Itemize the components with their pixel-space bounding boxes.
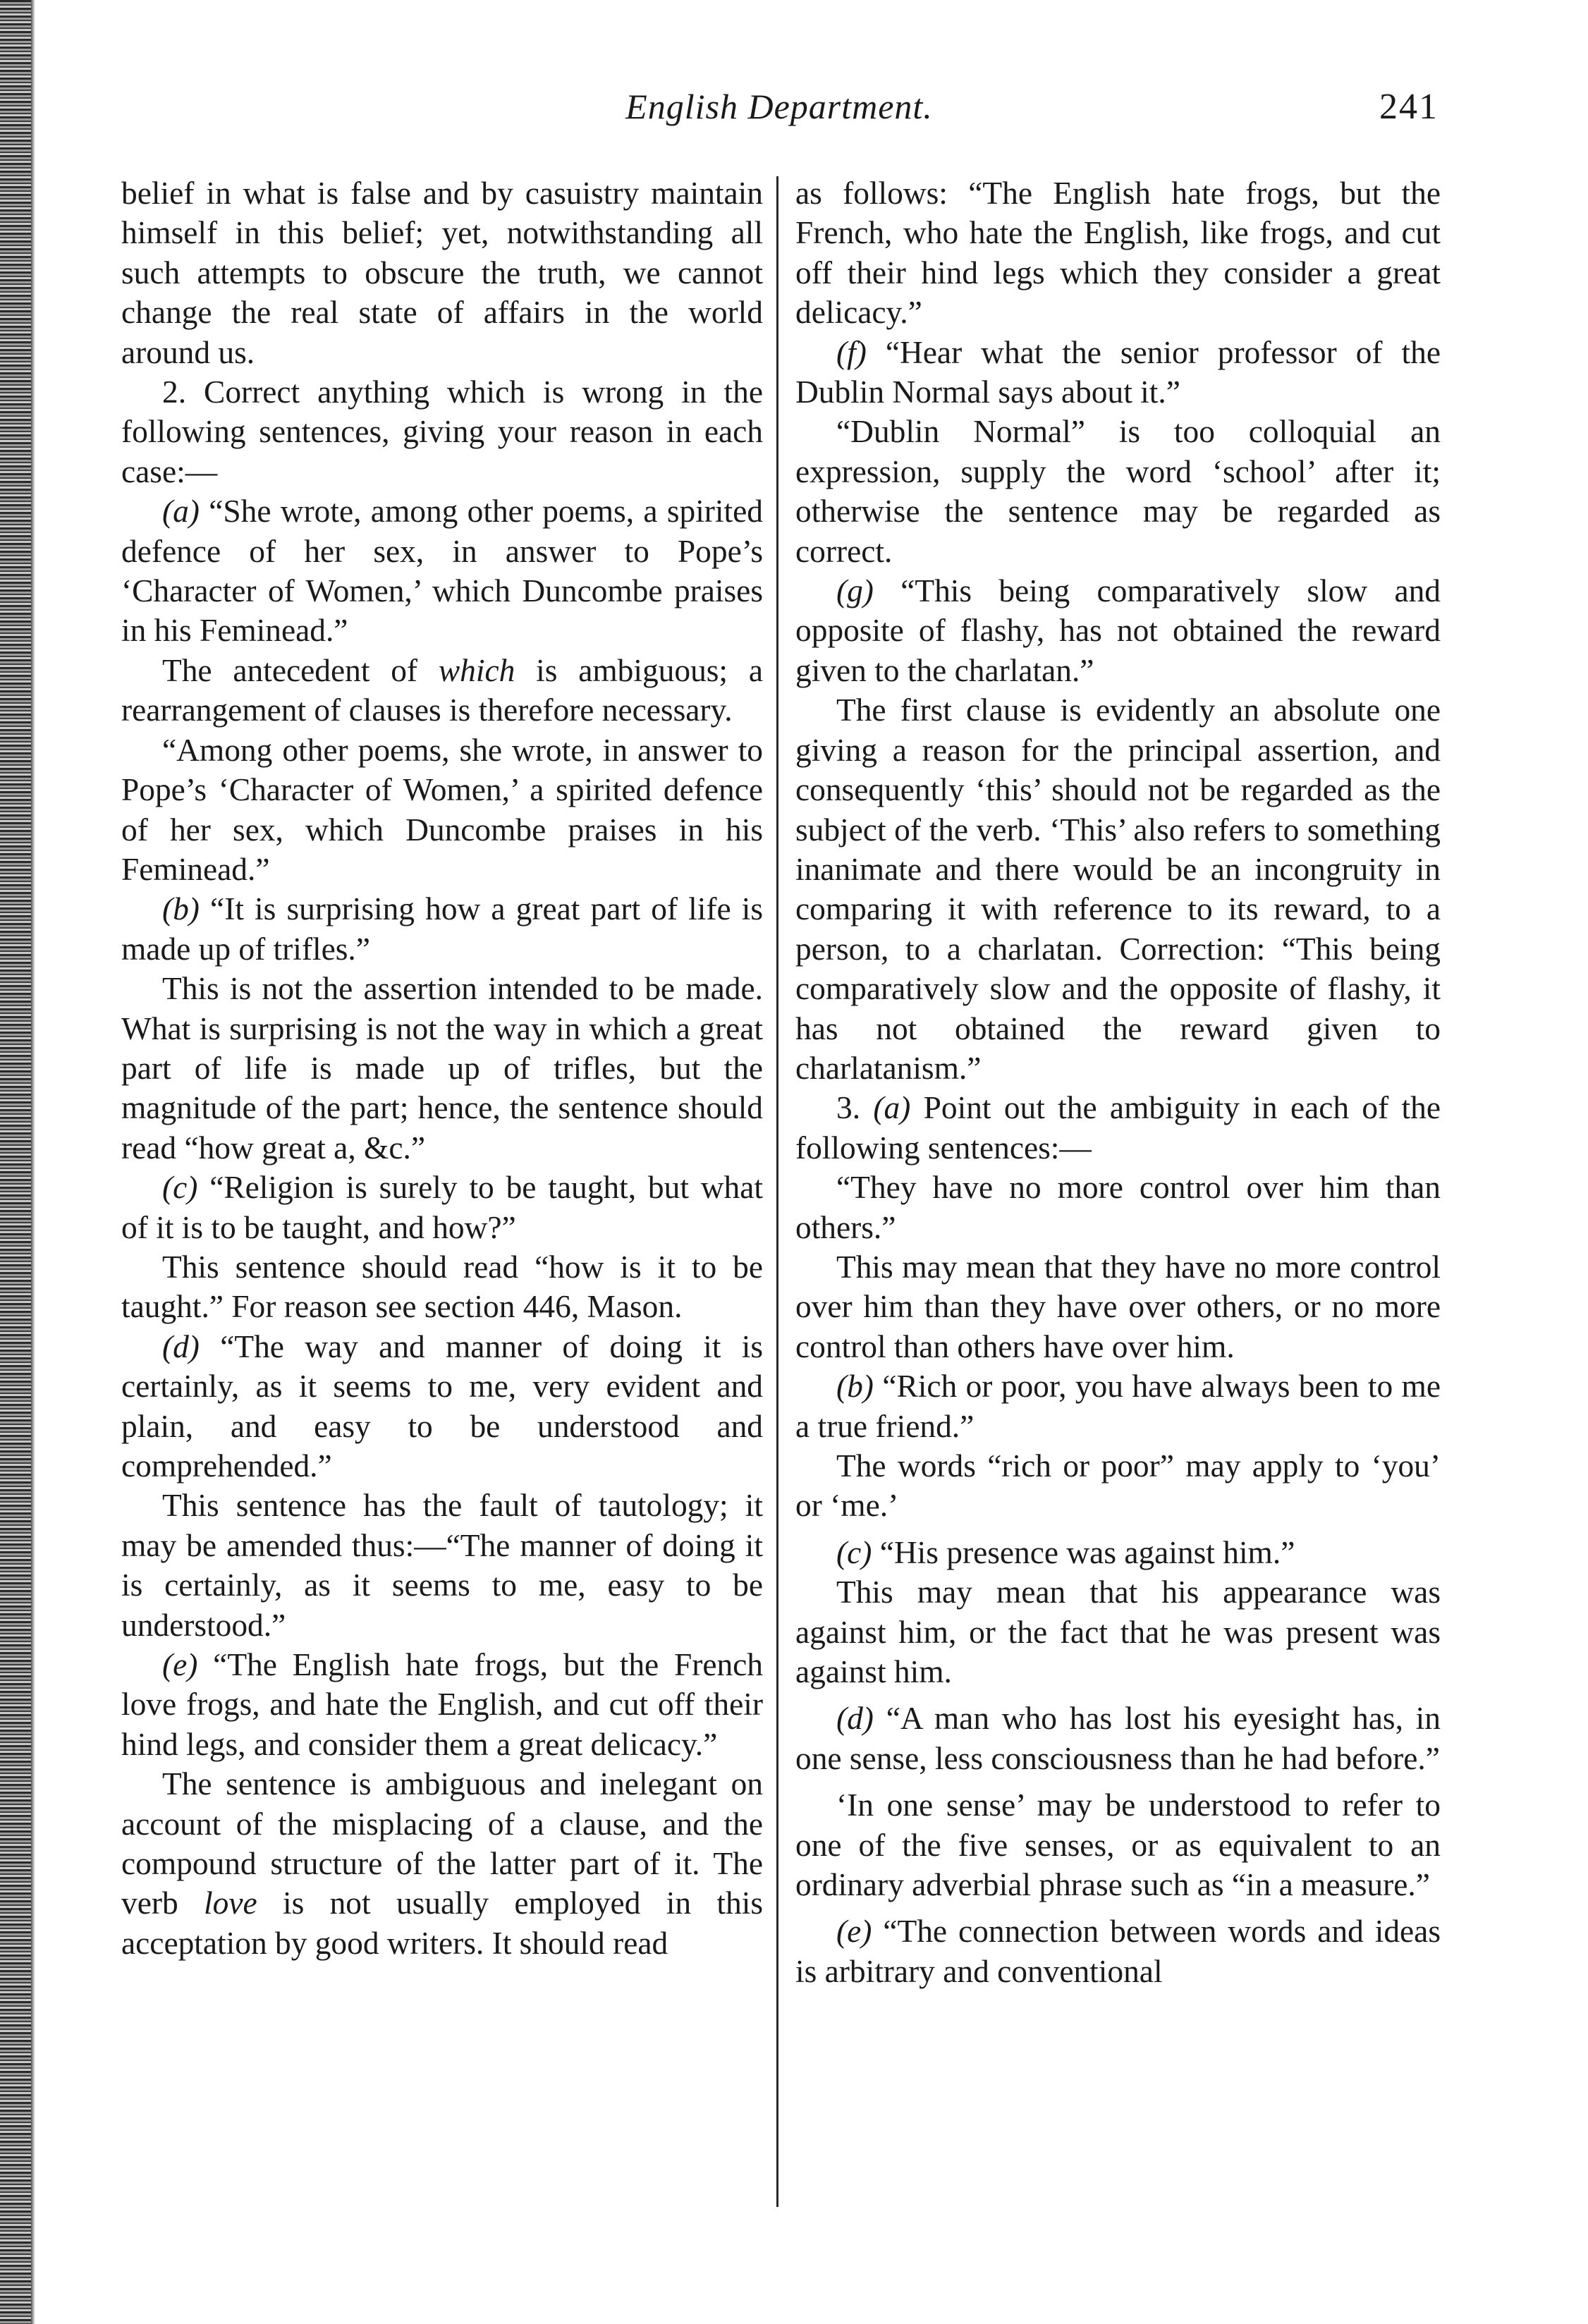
italic-word: love <box>204 1885 257 1921</box>
sentence-f <box>795 333 1441 412</box>
sentence-text: “Religion is surely to be taught, but what of it is to be taught, and how?” <box>121 1170 763 1245</box>
explanation-4: ‘In one sense’ may be understood to refer to one of the five senses, or as equivalent to an ordinary adverbial phrase such as “in a measure.” <box>795 1787 1441 1903</box>
explanation-3: This may mean that his appearance was against him, or the fact that he was present was against him. <box>795 1574 1441 1690</box>
item-label: (c) <box>162 1170 198 1206</box>
sentence-c <box>121 1168 763 1247</box>
page-header <box>120 86 1439 135</box>
item-label: (e) <box>162 1647 198 1683</box>
explanation-1: This may mean that they have no more control over him than they have over others, or no more control than others have over him. <box>795 1249 1441 1364</box>
left-column <box>121 173 763 1963</box>
sentence-text: “A man who has lost his eyesight has, in one sense, less consciousness than he had before.” <box>795 1701 1441 1776</box>
question-2: 2. Correct anything which is wrong in the following sentences, giving your reason in each case:— <box>121 374 763 489</box>
italic-word: which <box>438 652 515 688</box>
right-column <box>795 173 1441 1991</box>
sentence-text: “It is surprising how a great part of life is made up of trifles.” <box>121 891 763 967</box>
explanation-a <box>121 651 763 730</box>
sentence-text: “This being comparatively slow and opposite of flashy, has not obtained the reward given to the charlatan.” <box>795 573 1441 688</box>
sentence-e <box>121 1645 763 1764</box>
sentence-3 <box>795 1533 1441 1572</box>
explanation-c: This sentence should read “how is it to be taught.” For reason see section 446, Mason. <box>121 1249 763 1325</box>
sentence-text: “The English hate frogs, but the French love frogs, and hate the English, and cut off their hind legs, and consider them a great delicacy.” <box>121 1647 763 1762</box>
sentence-d <box>121 1327 763 1486</box>
correction-a: “Among other poems, she wrote, in answer to Pope’s ‘Character of Women,’ a spirited defence of her sex, which Duncombe praises in his Feminead.” <box>121 732 763 887</box>
book-spine-edge <box>0 0 31 2324</box>
sentence-4 <box>795 1699 1441 1778</box>
item-label: (a) <box>873 1090 911 1126</box>
explanation-f: “Dublin Normal” is too colloquial an expression, supply the word ‘school’ after it; otherwise the sentence may be regarded as correct. <box>795 414 1441 569</box>
question-text: Point out the ambiguity in each of the following sentences:— <box>795 1090 1441 1166</box>
item-label: (g) <box>836 573 874 609</box>
sentence-a <box>121 491 763 651</box>
explanation-d: This sentence has the fault of tautology; it may be amended thus:—“The manner of doing it is certainly, as it seems to me, easy to be understood.” <box>121 1488 763 1643</box>
item-label: (c) <box>836 1534 872 1570</box>
question-number: 3. <box>836 1090 874 1126</box>
column-divider <box>776 176 778 2207</box>
explanation-b: This is not the assertion intended to be made. What is surprising is not the way in which a great part of life is made up of trifles, but the magnitude of the part; hence, the sentence should read “how great a, &c.” <box>121 971 763 1166</box>
sentence-text: “The way and manner of doing it is certainly, as it seems to me, very evident and plain, and easy to be understood and comprehended.” <box>121 1328 763 1484</box>
sentence-text: “The connection between words and ideas is arbitrary and conventional <box>795 1914 1441 1989</box>
item-label: (a) <box>162 494 200 530</box>
item-label: (b) <box>836 1369 874 1405</box>
item-label: (b) <box>162 891 200 927</box>
sentence-text: “Hear what the senior professor of the Dublin Normal says about it.” <box>795 334 1441 410</box>
page-number: 241 <box>1379 87 1439 127</box>
running-title: English Department. <box>625 87 933 126</box>
sentence-text: “She wrote, among other poems, a spirited defence of her sex, in answer to Pope’s ‘Character of Women,’ which Duncombe praises in his Feminead.” <box>121 494 763 649</box>
sentence-text: “His presence was against him.” <box>872 1534 1295 1570</box>
sentence-5 <box>795 1912 1441 1991</box>
sentence-b <box>121 889 763 969</box>
explanation-text: is not usually employed in this acceptation by good writers. It should read <box>121 1885 763 1961</box>
item-label: (f) <box>836 334 867 370</box>
explanation-text: The sentence is ambiguous and inelegant on account of the misplacing of a clause, and the compound structure of the latter part of it. The verb <box>121 1766 763 1921</box>
explanation-text: is ambiguous; a rearrangement of clauses is therefore necessary. <box>121 652 763 728</box>
question-3 <box>795 1088 1441 1168</box>
item-label: (d) <box>162 1328 200 1364</box>
explanation-e-continued: as follows: “The English hate frogs, but the French, who hate the English, like frogs, and cut off their hind legs which they consider a great delicacy.” <box>795 176 1441 331</box>
explanation-g: The first clause is evidently an absolute one giving a reason for the principal assertion, and consequently ‘this’ should not be regarded as the subject of the verb. ‘This’ also refers to something inanimate and there would be an incongruity in comparing it with reference to its reward, to a person, to a charlatan. Correction: “This being comparatively slow and the opposite of flashy, it has not obtained the reward given to charlatanism.” <box>795 692 1441 1086</box>
explanation-text: The antecedent of <box>162 652 439 688</box>
sentence-text: “Rich or poor, you have always been to me a true friend.” <box>795 1369 1441 1444</box>
item-label: (e) <box>836 1914 872 1950</box>
explanation-e <box>121 1764 763 1963</box>
paragraph: belief in what is false and by casuistry maintain himself in this belief; yet, notwithstanding all such attempts to obscure the truth, we cannot change the real state of affairs in the world around us. <box>121 176 763 370</box>
item-label: (d) <box>836 1701 874 1737</box>
sentence-g <box>795 571 1441 690</box>
sentence-2 <box>795 1366 1441 1446</box>
sentence-1: “They have no more control over him than others.” <box>795 1170 1441 1245</box>
explanation-2: The words “rich or poor” may apply to ‘you’ or ‘me.’ <box>795 1448 1441 1524</box>
